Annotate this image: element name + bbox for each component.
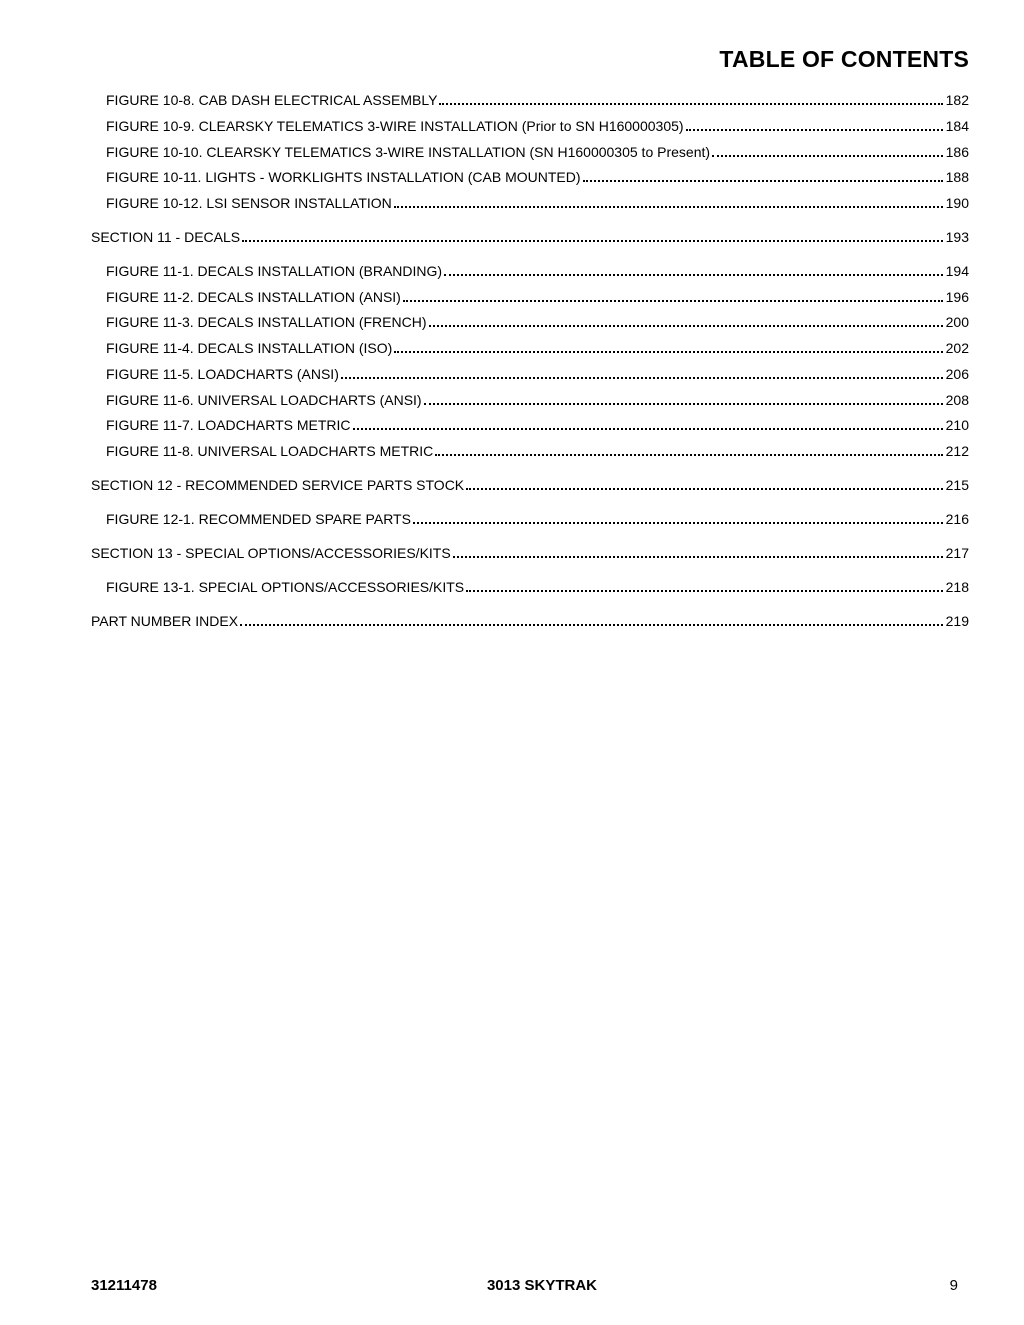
toc-dot-leader: [466, 590, 943, 592]
toc-entry-label: FIGURE 10-12. LSI SENSOR INSTALLATION: [106, 195, 392, 211]
toc-entry-label: FIGURE 12-1. RECOMMENDED SPARE PARTS: [106, 511, 411, 527]
toc-figure-entry[interactable]: [106, 168, 969, 186]
toc-figure-entry[interactable]: [106, 391, 969, 409]
toc-entry-page: 212: [945, 443, 969, 459]
toc-figure-entry[interactable]: [106, 262, 969, 280]
toc-entry-page: 182: [945, 92, 969, 108]
toc-figure-entry[interactable]: [106, 510, 969, 528]
toc-figure-entry[interactable]: [106, 143, 969, 161]
toc-dot-leader: [686, 129, 943, 131]
toc-figure-entry[interactable]: [106, 313, 969, 331]
toc-section-entry[interactable]: [91, 476, 969, 494]
toc-figure-entry[interactable]: [106, 117, 969, 135]
toc-entry-label: FIGURE 11-4. DECALS INSTALLATION (ISO): [106, 340, 393, 356]
toc-dot-leader: [439, 103, 942, 105]
toc-entry-page: 215: [945, 477, 969, 493]
toc-figure-entry[interactable]: [106, 416, 969, 434]
toc-entry-label: PART NUMBER INDEX: [91, 613, 239, 629]
toc-dot-leader: [341, 377, 943, 379]
page-title: TABLE OF CONTENTS: [719, 46, 969, 72]
toc-dot-leader: [435, 454, 942, 456]
toc-entry-label: FIGURE 13-1. SPECIAL OPTIONS/ACCESSORIES/KITS: [106, 579, 465, 595]
toc-dot-leader: [413, 522, 943, 524]
toc-entry-page: 219: [945, 613, 969, 629]
toc-entry-page: 190: [945, 195, 969, 211]
toc-entry-label: FIGURE 10-9. CLEARSKY TELEMATICS 3-WIRE INSTALLATION (Prior to SN H160000305): [106, 118, 684, 134]
toc-entry-label: FIGURE 10-8. CAB DASH ELECTRICAL ASSEMBLY: [106, 92, 438, 108]
toc-entry-label: SECTION 12 - RECOMMENDED SERVICE PARTS STOCK: [91, 477, 465, 493]
footer-model: 3013 SKYTRAK: [486, 1277, 598, 1294]
toc-dot-leader: [466, 488, 942, 490]
toc-figure-entry[interactable]: [106, 578, 969, 596]
toc-figure-entry[interactable]: [106, 365, 969, 383]
toc-dot-leader: [429, 325, 943, 327]
toc-entry-page: 188: [945, 169, 969, 185]
toc-entry-label: FIGURE 11-7. LOADCHARTS METRIC: [106, 417, 351, 433]
toc-entry-page: 210: [945, 417, 969, 433]
toc-entry-page: 206: [945, 366, 969, 382]
toc-dot-leader: [583, 180, 943, 182]
toc-dot-leader: [712, 155, 943, 157]
toc-section-entry[interactable]: [91, 544, 969, 562]
toc-entry-page: 216: [945, 511, 969, 527]
toc-entry-page: 193: [945, 229, 969, 245]
toc-entry-page: 196: [945, 289, 969, 305]
toc-entry-label: FIGURE 11-1. DECALS INSTALLATION (BRANDING): [106, 263, 443, 279]
toc-figure-entry[interactable]: [106, 91, 969, 109]
toc-dot-leader: [242, 240, 943, 242]
toc-section-entry[interactable]: [91, 228, 969, 246]
toc-entry-page: 186: [945, 144, 969, 160]
toc-dot-leader: [394, 351, 942, 353]
toc-dot-leader: [453, 556, 943, 558]
toc-figure-entry[interactable]: [106, 194, 969, 212]
toc-entry-page: 184: [945, 118, 969, 134]
toc-entry-label: SECTION 13 - SPECIAL OPTIONS/ACCESSORIES/KITS: [91, 545, 451, 561]
toc-dot-leader: [444, 274, 943, 276]
footer-doc-number: 31211478: [91, 1277, 157, 1294]
toc-entry-label: FIGURE 11-8. UNIVERSAL LOADCHARTS METRIC: [106, 443, 434, 459]
toc-entry-label: FIGURE 11-6. UNIVERSAL LOADCHARTS (ANSI): [106, 392, 422, 408]
toc-entry-page: 218: [945, 579, 969, 595]
toc-dot-leader: [353, 428, 943, 430]
toc-entry-label: SECTION 11 - DECALS: [91, 229, 241, 245]
toc-entry-label: FIGURE 11-5. LOADCHARTS (ANSI): [106, 366, 339, 382]
toc-dot-leader: [403, 300, 943, 302]
toc-entry-label: FIGURE 11-3. DECALS INSTALLATION (FRENCH): [106, 314, 427, 330]
toc-section-entry[interactable]: [91, 612, 969, 630]
toc-dot-leader: [424, 403, 943, 405]
toc-figure-entry[interactable]: [106, 288, 969, 306]
footer-page-number: 9: [949, 1277, 958, 1294]
toc-dot-leader: [394, 206, 943, 208]
toc-figure-entry[interactable]: [106, 339, 969, 357]
toc-entry-page: 194: [945, 263, 969, 279]
toc-entry-page: 200: [945, 314, 969, 330]
toc-entry-page: 208: [945, 392, 969, 408]
toc-dot-leader: [240, 624, 943, 626]
toc-entry-label: FIGURE 10-11. LIGHTS - WORKLIGHTS INSTALLATION (CAB MOUNTED): [106, 169, 581, 185]
toc-entry-page: 217: [945, 545, 969, 561]
toc-entry-label: FIGURE 10-10. CLEARSKY TELEMATICS 3-WIRE INSTALLATION (SN H160000305 to Present): [106, 144, 711, 160]
toc-entry-page: 202: [945, 340, 969, 356]
toc-entry-label: FIGURE 11-2. DECALS INSTALLATION (ANSI): [106, 289, 401, 305]
toc-figure-entry[interactable]: [106, 442, 969, 460]
